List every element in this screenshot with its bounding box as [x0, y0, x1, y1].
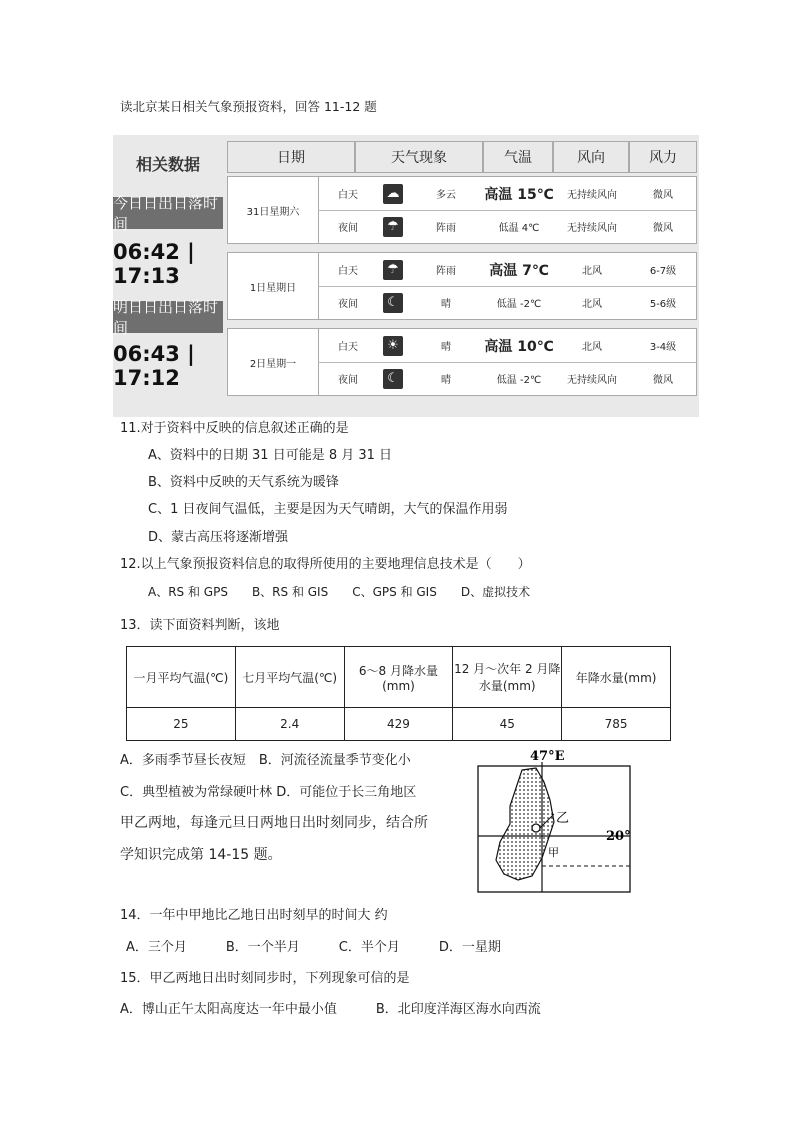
place-b-label: 乙: [556, 811, 570, 826]
forecast-day: [227, 176, 697, 244]
table-header-cell: 七月平均气温(℃): [235, 647, 344, 708]
wind-force: 6-7级: [649, 266, 677, 277]
weather: 阵雨: [436, 266, 456, 277]
intro-14-15-line2: 学知识完成第 14-15 题。: [120, 847, 282, 863]
partly-cloudy-icon: ☁: [383, 184, 403, 204]
island-shape: [496, 768, 554, 880]
rain-icon: ☂: [383, 260, 403, 280]
wind-force: 微风: [653, 223, 673, 234]
header-date: 日期: [227, 141, 355, 173]
weather: 多云: [436, 190, 456, 201]
table-cell: 45: [453, 708, 562, 741]
forecast-row: [318, 210, 696, 243]
longitude-label: 47°E: [530, 749, 565, 764]
forecast-day: [227, 328, 697, 396]
q12-options: A、RS 和 GPS B、RS 和 GIS C、GPS 和 GIS D、虚拟技术: [148, 585, 531, 599]
wind-dir: 北风: [582, 299, 602, 310]
map-svg: [474, 748, 634, 896]
q14-options: A．三个月 B．一个半月 C．半个月 D．一星期: [126, 940, 501, 955]
temp: 低温 4℃: [498, 223, 540, 234]
period: 夜间: [338, 223, 358, 234]
header-wind-force: 风力: [629, 141, 697, 173]
weather: 晴: [441, 299, 451, 310]
table-header-row: [127, 647, 671, 708]
header-wind-dir: 风向: [553, 141, 629, 173]
temp: 低温 -2℃: [496, 375, 542, 386]
today-sun-time: 06:42 | 17:13: [113, 240, 195, 288]
temp: 高温 15℃: [484, 186, 554, 203]
forecast-panel: [113, 135, 699, 417]
climate-table: [126, 646, 671, 741]
intro-text: 读北京某日相关气象预报资料，回答 11-12 题: [120, 99, 377, 114]
q11-option-c: C、1 日夜间气温低，主要是因为天气晴朗，大气的保温作用弱: [148, 502, 508, 517]
temp: 高温 10℃: [484, 338, 554, 355]
table-cell: 2.4: [235, 708, 344, 741]
latitude-label: 20°: [606, 829, 631, 844]
table-cell: 785: [562, 708, 671, 741]
q15-options-ab: A．博山正午太阳高度达一年中最小值 B．北印度洋海区海水向西流: [120, 1002, 541, 1017]
table-header-cell: 年降水量(mm): [562, 647, 671, 708]
wind-force: 5-6级: [649, 299, 677, 310]
forecast-row: [318, 177, 696, 211]
q14-stem: 14．一年中甲地比乙地日出时刻早的时间大 约: [120, 908, 388, 923]
temp: 高温 7℃: [489, 262, 549, 279]
q13-options-cd: C．典型植被为常绿硬叶林 D．可能位于长三角地区: [120, 785, 417, 800]
moon-icon: ☾: [383, 293, 403, 313]
header-weather: 天气现象: [355, 141, 483, 173]
tomorrow-sun-label: 明日日出日落时间: [113, 301, 223, 333]
table-cell: 25: [127, 708, 236, 741]
table-header-cell: 一月平均气温(℃): [127, 647, 236, 708]
day-date: 2日星期一: [228, 329, 319, 395]
sun-icon: ☀: [383, 336, 403, 356]
table-header-cell: 12 月～次年 2 月降水量(mm): [453, 647, 562, 708]
temp: 低温 -2℃: [496, 299, 542, 310]
header-temp: 气温: [483, 141, 553, 173]
forecast-row: [318, 362, 696, 395]
table-cell: 429: [344, 708, 453, 741]
forecast-day: [227, 252, 697, 320]
period: 白天: [338, 190, 358, 201]
wind-force: 3-4级: [649, 342, 677, 353]
q11-option-b: B、资料中反映的天气系统为暖锋: [148, 475, 339, 490]
side-title: 相关数据: [135, 154, 200, 174]
day-date: 1日星期日: [228, 253, 319, 319]
wind-force: 微风: [653, 190, 673, 201]
forecast-row: [318, 286, 696, 319]
madagascar-map: [474, 748, 634, 896]
table-header-cell: 6～8 月降水量(mm): [344, 647, 453, 708]
weather: 晴: [441, 375, 451, 386]
q11-option-d: D、蒙古高压将逐渐增强: [148, 530, 289, 545]
place-a-label: 甲: [548, 846, 559, 859]
wind-dir: 北风: [582, 266, 602, 277]
intro-14-15-line1: 甲乙两地，每逢元旦日两地日出时刻同步，结合所: [120, 815, 428, 831]
q15-stem: 15．甲乙两地日出时刻同步时，下列现象可信的是: [120, 971, 410, 986]
forecast-row: [318, 329, 696, 363]
q13-stem: 13．读下面资料判断，该地: [120, 618, 280, 633]
table-row: [127, 708, 671, 741]
moon-icon: ☾: [383, 369, 403, 389]
rain-icon: ☂: [383, 217, 403, 237]
wind-dir: 无持续风向: [567, 190, 617, 201]
wind-dir: 北风: [582, 342, 602, 353]
point-b-marker: [532, 824, 540, 832]
q12-stem: 12.以上气象预报资料信息的取得所使用的主要地理信息技术是（ ）: [120, 557, 531, 572]
q11-stem: 11.对于资料中反映的信息叙述正确的是: [120, 421, 349, 436]
period: 白天: [338, 266, 358, 277]
period: 夜间: [338, 299, 358, 310]
weather: 晴: [441, 342, 451, 353]
tomorrow-sun-time: 06:43 | 17:12: [113, 342, 195, 390]
period: 夜间: [338, 375, 358, 386]
today-sun-label: 今日日出日落时间: [113, 197, 223, 229]
q13-options-ab: A．多雨季节昼长夜短 B．河流径流量季节变化小: [120, 753, 411, 768]
q11-option-a: A、资料中的日期 31 日可能是 8 月 31 日: [148, 448, 393, 463]
weather: 阵雨: [436, 223, 456, 234]
wind-dir: 无持续风向: [567, 223, 617, 234]
wind-dir: 无持续风向: [567, 375, 617, 386]
day-date: 31日星期六: [228, 177, 319, 243]
period: 白天: [338, 342, 358, 353]
wind-force: 微风: [653, 375, 673, 386]
forecast-row: [318, 253, 696, 287]
